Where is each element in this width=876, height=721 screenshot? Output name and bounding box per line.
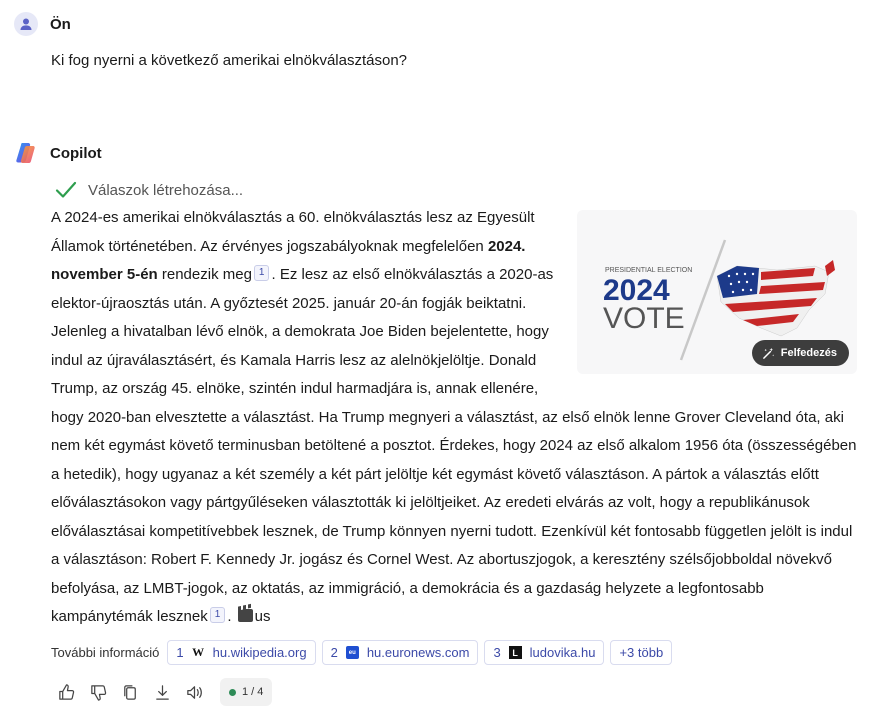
image-kicker: PRESIDENTIAL ELECTION [605,267,693,274]
answer-p1: A 2024-es amerikai elnökválasztás a 60. elnökválasztás lesz az Egyesült Államok történetében. Az érvényes jogszabályoknak megfelelően [51,209,535,255]
source-number: 1 [176,645,184,660]
user-avatar-icon [14,12,38,36]
wikipedia-favicon-icon: W [192,645,205,659]
export-button[interactable] [150,678,174,706]
source-chip-ludovika[interactable] [484,640,604,665]
like-button[interactable] [54,678,78,706]
answer-text [51,204,857,632]
read-aloud-button[interactable] [182,678,206,706]
user-question: Ki fog nyerni a következő amerikai elnökválasztáson? [51,52,408,69]
source-chip-wikipedia[interactable] [167,640,315,665]
generation-status [54,179,243,201]
source-chip-euronews[interactable] [322,640,479,665]
sources-label: További információ [51,645,160,660]
source-number: 2 [330,645,338,660]
copy-button[interactable] [118,678,142,706]
answer-p3-tail: us [254,608,271,625]
source-domain: ludovika.hu [529,645,596,660]
explore-button[interactable] [752,340,849,366]
more-sources-button[interactable]: +3 több [610,640,672,665]
user-name: Ön [50,15,71,33]
copilot-logo-icon [14,141,38,165]
sources-row [51,640,672,665]
answer-p3: . [227,608,236,625]
status-text: Válaszok létrehozása... [88,181,244,199]
checkmark-icon [54,179,78,201]
image-year: 2024 [603,274,670,307]
citation-1[interactable]: 1 [254,265,270,281]
dislike-button[interactable] [86,678,110,706]
image-word: VOTE [603,302,685,335]
answer-date-bold: 2024. november 5-én [51,237,526,283]
usa-flag-map-icon [717,260,835,336]
source-domain: hu.wikipedia.org [212,645,307,660]
euronews-favicon-icon: eu [346,646,359,659]
election-image[interactable] [577,210,857,374]
explore-wand-icon [762,347,775,360]
thumbs-up-icon [57,683,76,702]
speaker-icon [185,683,204,702]
download-icon [153,683,172,702]
message-actions [54,678,272,706]
clapperboard-icon [238,609,253,622]
thumbs-down-icon [89,683,108,702]
source-number: 3 [493,645,501,660]
explore-label: Felfedezés [780,346,837,359]
ludovika-favicon-icon: L [509,646,522,659]
response-pager[interactable] [220,678,272,706]
answer-p2: . Ez lesz az első elnökválasztás a 2020-as elektor-újraosztás után. A győztesét 2025. január 20-án fogják beiktatni. Jelenleg a hivatalban lévő elnök, a demokrata Joe Biden bejelentette, hogy indul az újraválasztásért, és Kamala Harris lesz az alelnökjelöltje. Donald Trump, az ország 45. elnöke, szintén indul harmadjára is, annak ellenére, hogy 2020-ban elvesztette a választást. Ha Trump megnyeri a választást, az első elnök lenne Grover Cleveland óta, aki nem két egymást követő terminusban betöltené a posztot. Érdekes, hogy 2024 az első alkalom 1956 óta (összességében a hetedik), hogy ugyanaz a két személy a két párt jelöltje két egymást követő választáson. A pártok a választás előtt előválasztásokon vagy pártgyűléseken választották ki jelöltjeiket. Az eredeti elvárás az volt, hogy a republikánusok előválasztásai kompetitívebbek lesznek, de Trump könnyen nyerni tudott. Ezenkívül két fontosabb független jelölt is indul a választáson: Robert F. Kennedy Jr. jogász és Cornel West. Az abortuszjogok, a keresztény szélsőjobboldal növekvő befolyása, az LMBT-jogok, az oktatás, az immigráció, a demokrácia és a gazdaság helyzete a legfontosabb kampánytémák lesznek [51,266,857,625]
copilot-name: Copilot [50,144,102,162]
citation-1-second[interactable]: 1 [210,607,226,623]
pager-text: 1 / 4 [242,686,264,698]
source-domain: hu.euronews.com [366,645,470,660]
user-header [14,12,71,36]
pager-status-dot [229,689,236,696]
answer-p1b: rendezik meg [157,266,252,283]
copilot-header [14,141,102,165]
copy-icon [121,683,140,702]
